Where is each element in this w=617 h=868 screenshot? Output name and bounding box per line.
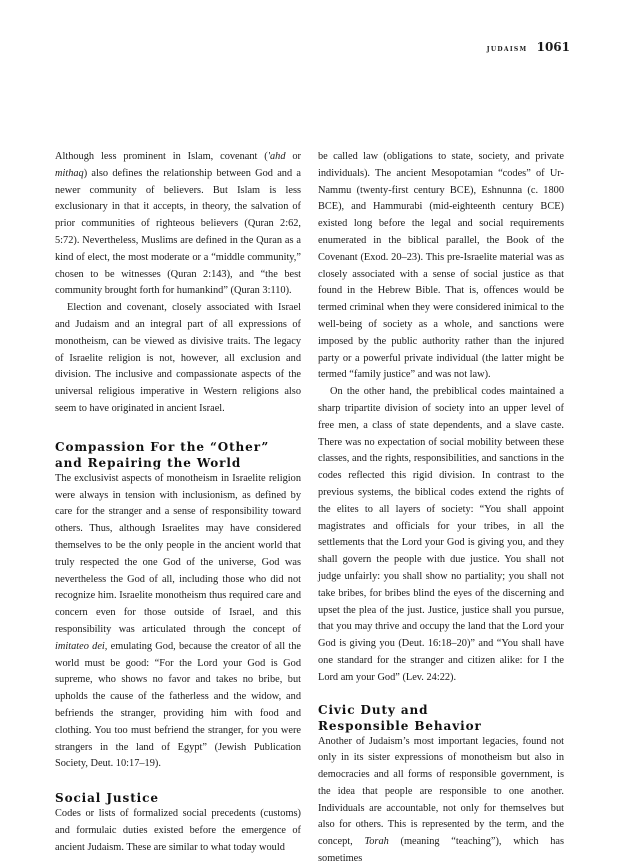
term-mithaq: mithaq bbox=[55, 167, 84, 179]
paragraph-prebiblical: On the other hand, the prebiblical codes maintained a sharp tripartite division of society into an upper level of free men, a class of state dependents, and a slave caste. There was no expectation of social mobility between these classes, and the rights, responsibilities, and sanctions in the codes reflected this rigid division. In contrast to the previous systems, the biblical codes extend the rights of the elites to all layers of society: “You shall appoint magistrates and officials for your tribes, in all the settlements that the Lord your God is giving you, and they shall govern the people with due justice. You shall not judge unfairly: you shall show no partiality; you shall not take bribes, for bribes blind the eyes of the discerning and upset the plea of the just. Justice, justice shall you pursue, that you may thrive and occupy the land that the Lord your God is giving you (Deut. 16:18–20)” and “You shall have one standard for the stranger and citizen alike: for I the Lord am your God” (Lev. 24:22). bbox=[318, 386, 564, 683]
heading-compassion: Compassion For the “Other” and Repairing the World bbox=[55, 439, 270, 470]
heading-social-justice: Social Justice bbox=[55, 791, 159, 806]
term-torah: Torah bbox=[364, 836, 389, 848]
paragraph-codes: Codes or lists of formalized social precedents (customs) and formulaic duties existed before the emergence of ancient Judaism. These are similar to what today would bbox=[55, 808, 301, 853]
heading-civic-duty: Civic Duty and Responsible Behavior bbox=[318, 702, 482, 733]
term-ahd: 'ahd bbox=[267, 151, 286, 162]
running-head-section: judaism bbox=[486, 44, 528, 54]
page-number: 1061 bbox=[536, 40, 570, 54]
term-imitateo-dei: imitateo dei, bbox=[55, 640, 108, 652]
paragraph-law: be called law (obligations to state, society, and private individuals). The ancient Mesopotamian “codes” of Ur-Nammu (twenty-first century BCE), Eshnunna (c. 1800 BCE), and Hammurabi (mid-eighteenth century BCE) existed long before the legal and social requirements enumerated in the biblical parallel, the Book of the Covenant (Exod. 20–23). This pre-Israelite material was as closely associated with a sense of social justice as that found in the Hebrew Bible. That is, offences would be termed criminal when they were considered inimical to the well-being of society as a whole, and sanctions were imposed by the public authority rather than the injured party or a powerful private individual (the latter might be termed “family justice” and was not law). bbox=[318, 151, 564, 381]
left-column bbox=[55, 149, 301, 856]
paragraph-legacies: Another of Judaism’s most important legacies, found not only in its sister expressions of monotheism but also in democracies and all forms of responsible government, is the idea that people are responsible to one another. Individuals are accountable, not only for themselves but also for others. This is represented by the term, and the concept, Torah (meaning “teaching”), which has sometimes bbox=[318, 735, 564, 865]
running-head bbox=[487, 36, 570, 55]
paragraph-covenant-islam: Although less prominent in Islam, covenant ('ahd or mithaq) also defines the relationship between God and a newer community of believers. But Islam is less exclusionary in that it accepts, in theory, the salvation of prior communities of righteous believers (Quran 2:62, 5:72). Nevertheless, Muslims are defined in the Quran as a kind of elect, the most moderate or a “middle community,” chosen to be witnesses (Quran 2:143), and “the best community brought forth for humankind” (Quran 3:110). bbox=[55, 151, 301, 297]
right-column bbox=[318, 149, 564, 868]
paragraph-election-covenant: Election and covenant, closely associated with Israel and Judaism and an integral part of all expressions of monotheism, can be viewed as divisive traits. The legacy of Israelite religion is not, however, all exclusion and division. The inclusive and compassionate aspects of the universal religious imperative in Western religions also seem to have originated in ancient Israel. bbox=[55, 302, 301, 414]
paragraph-exclusivist: The exclusivist aspects of monotheism in Israelite religion were always in tension with inclusionism, as defined by care for the stranger and a sense of responsibility toward others. Thus, although Israelites may have considered themselves to be the only people in the ancient world that truly respected the one God of the universe, God was nevertheless the God of all, including those who did not recognize him. Israelite monotheism thus required care and concern even for those outside of Israel, and this responsibility was articulated through the concept of imitateo dei, emulating God, because the creator of all the world must be good: “For the Lord your God is God supreme, who shows no favor and takes no bribe, but upholds the cause of the fatherless and the widow, and befriends the stranger, providing him with food and clothing. You too must befriend the stranger, for you were strangers in the land of Egypt” (Jewish Publication Society, Deut. 10:17–19). bbox=[55, 472, 302, 770]
